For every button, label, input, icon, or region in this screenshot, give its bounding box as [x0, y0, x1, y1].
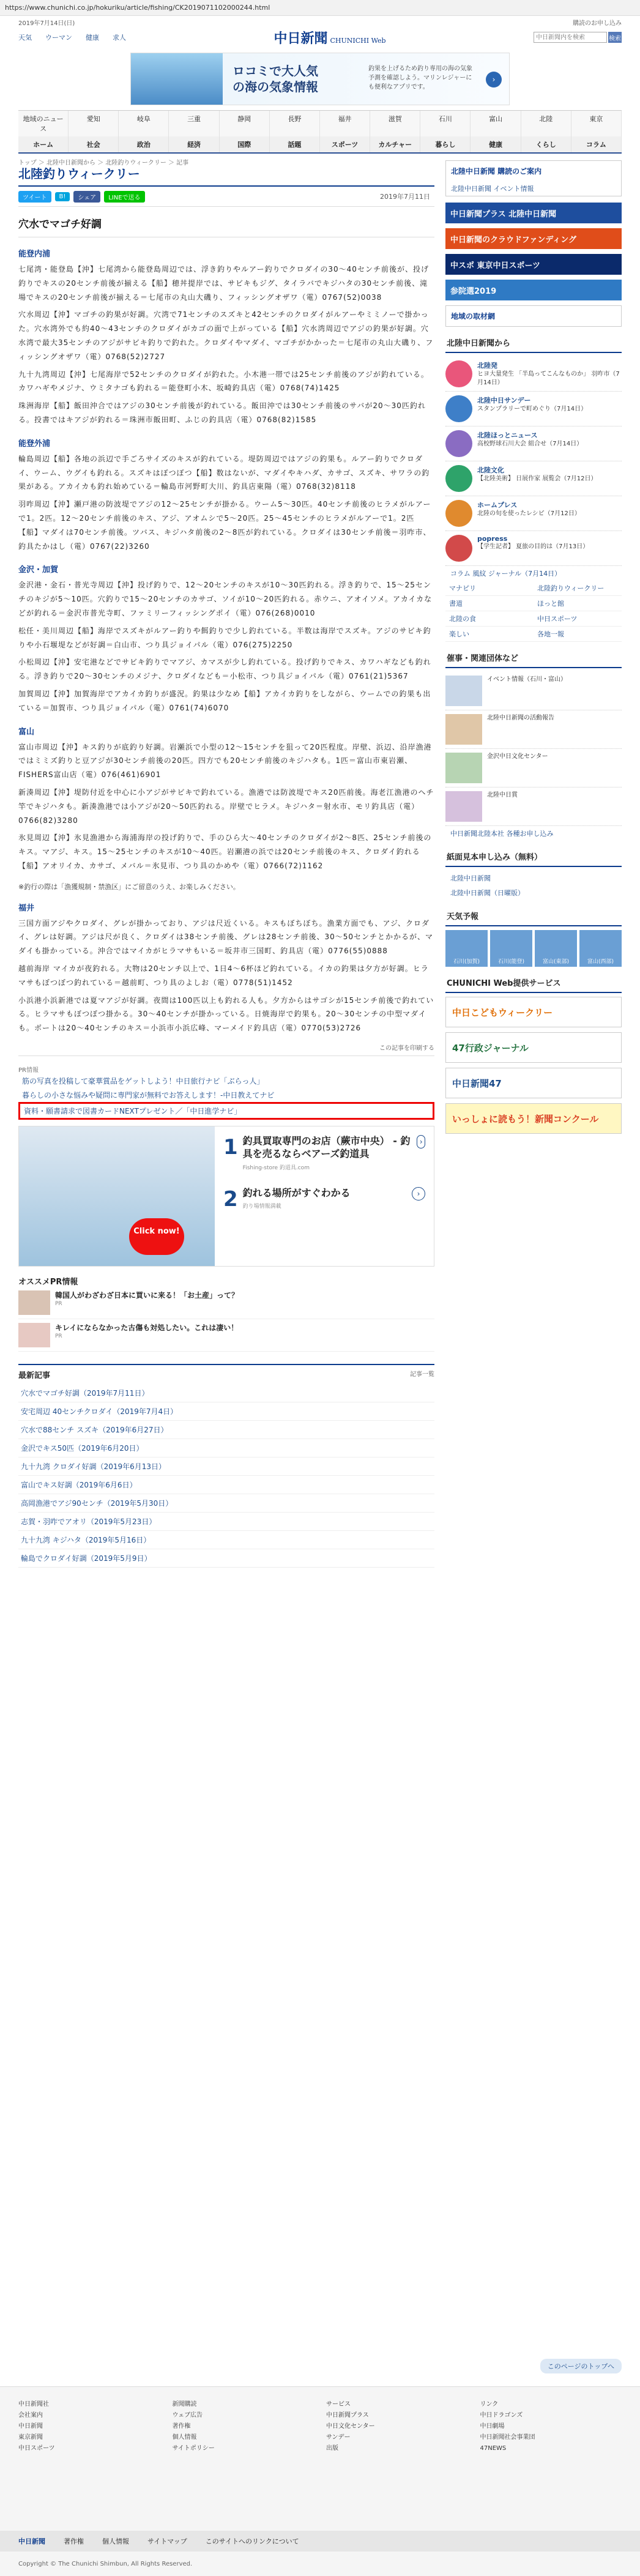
category-nav-item[interactable]: くらし	[521, 136, 571, 152]
chevron-right-icon[interactable]: ›	[486, 72, 502, 87]
event-item[interactable]: 北陸中日新聞の活動報告	[445, 710, 622, 749]
recommended-pr-title: オススメPR情報	[18, 1278, 78, 1287]
footer-link[interactable]: ウェブ広告	[172, 2412, 203, 2419]
latest-article-link[interactable]: 志賀・羽咋でアオリ（2019年5月23日）	[18, 1513, 434, 1531]
article-list-link[interactable]: 記事一覧	[410, 1371, 434, 1379]
ad-wetsuit-image	[19, 1126, 215, 1266]
article-paragraph: 九十九湾周辺【沖】七尾海岸で52センチのクロダイが釣れた。小木港一帯では25センチ前後のアジが釣れている。カワハギやメジナ、ウミタナゴも釣れる＝能登町小木、坂崎釣具店（電）0768(74)1425	[18, 370, 429, 393]
region-nav-item[interactable]: 長野	[270, 111, 320, 136]
article-paragraph: 輪島周辺【船】各地の浜辺で手ごろサイズのキスが釣れている。堤防周辺ではアジの釣果も。ルアー釣りでクロダイ、ウーム、ウグイも釣れる。スズキはぼつぼつ【船】数はないが、マダイやキハダ、カサゴ、スズキ、サワラの釣果がある。アカイカも釣れ始めている＝輪島市河野町大川、釣具店東陽（電）0768(32)8118	[18, 454, 430, 491]
ad-image	[131, 53, 223, 105]
article-date: 2019年7月11日	[380, 193, 430, 201]
sample-paper-link[interactable]: 北陸中日新聞（日曜版）	[450, 889, 524, 897]
sidebar-item[interactable]: 北陸文化 【北陸美術】 日展作家 展覧会（7月12日）	[445, 461, 622, 496]
breadcrumb[interactable]: トップ ＞ 北陸中日新聞から ＞ 北陸釣りウィークリー ＞ 記事	[18, 160, 189, 166]
section-title: 福井	[18, 903, 35, 913]
latest-articles-title: 最新記事	[18, 1371, 51, 1381]
article-paragraph: 小松周辺【沖】安宅港などでサビキ釣りでマアジ、カマスが少し釣れている。投げ釣りでキス、カワハギなども釣れる。浮き釣りで20～30センチのメジナ、クロダイなども＝小松市、つり具ジョイパル（電）0761(21)5367	[18, 658, 431, 681]
ad-click-badge[interactable]: Click now!	[129, 1218, 184, 1255]
weather-tile[interactable]: 富山(東部)	[535, 930, 577, 967]
hatena-button[interactable]: B!	[55, 192, 70, 201]
service-banner[interactable]: いっしょに読もう！新聞コンクール	[445, 1103, 622, 1134]
sidebar-grid-link[interactable]: 北陸釣りウィークリー	[534, 581, 622, 596]
category-nav-item[interactable]: カルチャー	[370, 136, 420, 152]
footer-link[interactable]: 中日スポーツ	[18, 2445, 55, 2452]
weather-tile[interactable]: 石川(能登)	[490, 930, 532, 967]
weather-tile[interactable]: 富山(西部)	[579, 930, 622, 967]
footer-link[interactable]: 会社案内	[18, 2412, 43, 2419]
pr-section	[18, 1065, 434, 1120]
ad-list	[215, 1126, 434, 1266]
application-link[interactable]: 中日新聞北陸本社 各種お申し込み	[450, 830, 554, 838]
footer-link[interactable]: 出版	[326, 2445, 338, 2452]
category-nav-item[interactable]: スポーツ	[320, 136, 370, 152]
service-banner[interactable]: 中日新聞47	[445, 1068, 622, 1098]
event-thumbnail	[445, 714, 482, 745]
footer-column	[18, 2399, 160, 2454]
footer-nav-link[interactable]: サイトマップ	[147, 2537, 187, 2545]
sidebar-grid-link[interactable]: 北陸の食	[445, 611, 534, 627]
top-ad-banner[interactable]	[130, 53, 510, 105]
article-paragraph: 穴水周辺【沖】マゴチの釣果が好調。穴湾で71センチのスズキと42センチのクロダイがルアーやミミノーで掛かった。穴水湾外でも約40～43センチのクロダイがカゴの面で上がっている【船】穴水湾周辺でアジの釣果が好調。穴水湾で最大35センチのアジがサビキ釣りで釣れた。クロダイやマダイ、マゴチがかかった＝七尾市の丸山大磯り、フィッシングオザワ（電）0768(52)2727	[18, 310, 434, 361]
event-item[interactable]: イベント情報（石川・富山）	[445, 672, 622, 710]
region-nav-item[interactable]: 滋賀	[370, 111, 420, 136]
sidebar-grid-link[interactable]: 書道	[445, 596, 534, 611]
footer-link[interactable]: 中日文化センター	[326, 2423, 375, 2430]
sidebar-item[interactable]: popress 【学生記者】 夏旅の目的は（7月13日）	[445, 531, 622, 566]
sidebar-grid-link[interactable]: 中日スポーツ	[534, 611, 622, 627]
section-title: 金沢・加賀	[18, 565, 59, 575]
line-share-button[interactable]: LINEで送る	[104, 191, 144, 203]
region-nav-item[interactable]: 東京	[571, 111, 622, 136]
service-banner[interactable]: 47行政ジャーナル	[445, 1032, 622, 1063]
site-footer	[0, 2386, 640, 2576]
footer-link[interactable]: 中日新聞社会事業団	[480, 2434, 535, 2441]
article-paragraph: 越前海岸 マイカが夜釣れる。大物は20センチ以上で、1日4～6杯ほど釣れている。イカの釣果は夕方が好調。ヒラマサもぼつぼつ釣れている＝越前町、つり具のよしお（電）0778(51)1452	[18, 964, 429, 987]
article-paragraph: 金沢港・金石・普光寺周辺【沖】投げ釣りで、12～20センチのキスが10～30匹釣れる。浮き釣りで、15～25センチのキジが5～10匹。穴釣りで15～20センチのカサゴ、ソイが10～20匹釣れる。赤ウニ、アオイソメ。アカイカなどが釣れる＝金沢市普光寺町、ファミリーフィッシングポイ（電）076(268)0010	[18, 581, 433, 617]
footer-column	[480, 2399, 622, 2454]
footer-nav-link[interactable]: 個人情報	[102, 2537, 129, 2545]
current-date: 2019年7月14日(日)	[18, 20, 75, 27]
section-title: 富山	[18, 727, 35, 737]
category-nav	[18, 136, 622, 154]
latest-article-link[interactable]: 九十九湾 クロダイ好調（2019年6月13日）	[18, 1457, 434, 1476]
subscribe-link[interactable]: 購読のお申し込み	[573, 20, 622, 27]
sidebar-grid-link[interactable]: 楽しい	[445, 627, 534, 642]
sidebar-section-title: CHUNICHI Web提供サービス	[445, 973, 622, 993]
category-nav-item[interactable]: 国際	[220, 136, 270, 152]
category-nav-item[interactable]: 社会	[69, 136, 119, 152]
article-paragraph: 氷見周辺【沖】氷見漁港から海浦海岸の投げ釣りで、手のひら大～40センチのクロダイが2～8匹、25センチ前後のキス。マアジ、キス。15～25センチのキスが10～40匹。岩瀬港の浜では20センチ前後のキス、クロダイ釣れる【船】アオリイカ、カサゴ、メバル＝氷見市、つり具のかめや（電）0766(72)1162	[18, 833, 432, 870]
footer-nav-link[interactable]: 著作権	[64, 2537, 84, 2545]
category-nav-item[interactable]: 健康	[471, 136, 521, 152]
search-form	[534, 32, 622, 43]
footer-column	[173, 2399, 314, 2454]
sidebar-grid-link[interactable]: 各地一報	[534, 627, 622, 642]
sidebar-banner[interactable]: 参院選2019	[445, 280, 622, 300]
sponsored-ad-box[interactable]	[18, 1126, 434, 1267]
category-nav-item[interactable]: コラム	[571, 136, 622, 152]
event-item[interactable]: 金沢中日文化センター	[445, 749, 622, 787]
article-section	[18, 247, 434, 427]
event-thumbnail	[445, 753, 482, 783]
main-column	[18, 160, 434, 1568]
category-nav-item[interactable]: 話題	[270, 136, 320, 152]
nav-weather[interactable]: 天気	[18, 34, 32, 42]
section-title: 能登外浦	[18, 439, 51, 449]
ad-title: ロコミで大人気 の海の気象情報	[233, 64, 318, 94]
footer-link[interactable]: 新聞購読	[172, 2401, 197, 2408]
footer-link[interactable]: リンク	[480, 2401, 499, 2408]
ad-subtitle: 釣果を上げるため釣り専用の海の気象予測を確認しよう。マリンレジャーにも便利なアプリです。	[368, 65, 472, 91]
ad-list-item[interactable]: 1 釣具買取専門のお店（蕨市中央） - 釣具を売るならベアーズ釣道具 Fishing-store 釣道具.com ›	[223, 1135, 425, 1171]
region-nav-item[interactable]: 富山	[471, 111, 521, 136]
footer-link[interactable]: 著作権	[172, 2423, 191, 2430]
weather-grid	[445, 930, 622, 967]
region-nav-item[interactable]: 静岡	[220, 111, 270, 136]
footer-link[interactable]: 中日新聞社	[18, 2401, 49, 2408]
sidebar	[445, 160, 622, 1139]
pr-link[interactable]: 筋の写真を投稿して豪華賞品をゲットしよう！中日旅行ナビ「ぶらっ人」	[22, 1077, 264, 1086]
article-note: ※釣行の際は「漁獲規制・禁漁区」にご留意のうえ、お楽しみください。	[18, 882, 240, 891]
nav-woman[interactable]: ウーマン	[45, 34, 72, 42]
article-paragraph: 三国方面アジやクロダイ、グレが掛かっており、アジは尺近くいる。キスもぼちぼち。漁業方面でも、アジ、クロダイ、グレは好調。アジは尺が良く、クロダイは38センチ前後、グレは28センチ前後、30～50センチとかかるが、マダイも掛かっている。沖合ではマイカがヒラマサもいる＝坂井市三国町、釣具店（電）0776(55)0888	[18, 918, 434, 956]
footer-link[interactable]: 中日新聞プラス	[326, 2412, 369, 2419]
top-bar	[0, 16, 640, 27]
sidebar-banner[interactable]: 中日新聞のクラウドファンディング	[445, 228, 622, 249]
latest-article-link[interactable]: 穴水でマゴチ好調（2019年7月11日）	[18, 1384, 434, 1402]
nav-jobs[interactable]: 求人	[113, 34, 126, 42]
facebook-share-button[interactable]: シェア	[73, 191, 100, 203]
sample-paper-link[interactable]: 北陸中日新聞	[450, 874, 491, 882]
footer-link[interactable]: サイトポリシー	[172, 2445, 215, 2452]
sidebar-section-title: 紙面見本申し込み（無料）	[445, 847, 622, 867]
footer-link[interactable]: 中日新聞	[18, 2423, 43, 2430]
article-section	[18, 725, 434, 873]
subscription-box	[445, 160, 622, 196]
footer-link[interactable]: サンデー	[326, 2434, 351, 2441]
article-paragraph: 七尾湾・能登島【沖】七尾湾から能登島周辺では、浮き釣りやルアー釣りでクロダイの30～40センチ前後が、投げ釣りでキスの20センチ前後が揃える【船】穂丼提岸では、サビキもジグ、タイラバでキジハタの30センチ前後、滝場でキスの20センチ前後が揃える＝七尾市の丸山大磯り、フィッシングオザワ（電）0767(52)0038	[18, 265, 429, 302]
category-nav-item[interactable]: 暮らし	[420, 136, 471, 152]
footer-link[interactable]: サービス	[326, 2401, 351, 2408]
latest-article-link[interactable]: 高岡漁港でアジ90センチ（2019年5月30日）	[18, 1494, 434, 1513]
search-input[interactable]	[534, 32, 607, 43]
latest-article-link[interactable]: 穴水で88センチ スズキ（2019年6月27日）	[18, 1421, 434, 1439]
sidebar-section-title: 催事・関連団体など	[445, 648, 622, 668]
service-banner[interactable]: 中日こどもウィークリー	[445, 997, 622, 1027]
region-nav-item[interactable]: 北陸	[521, 111, 571, 136]
site-header	[0, 27, 640, 48]
sidebar-item[interactable]: 北陸中日サンデー スタンプラリーで町めぐり（7月14日）	[445, 392, 622, 426]
article-paragraph: 加賀周辺【沖】加賀海岸でアカイカ釣りが盛況。釣果は少なめ【船】アカイカ釣りをしながら、ウームでの釣果も出ている＝加賀市、つり具ジョイパル（電）0761(74)6070	[18, 689, 431, 712]
event-item[interactable]: 北陸中日賞	[445, 787, 622, 826]
region-nav-item[interactable]: 岐阜	[119, 111, 169, 136]
sidebar-banner[interactable]: 中日新聞プラス 北陸中日新聞	[445, 203, 622, 223]
sidebar-item[interactable]: 北陸ほっとニュース 高校野球石川大会 組合せ（7月14日）	[445, 426, 622, 461]
latest-article-link[interactable]: 九十九湾 キジハタ（2019年5月16日）	[18, 1531, 434, 1549]
article-paragraph: 小浜港小浜新港では夏マアジが好調。夜間は100匹以上も釣れる人も。夕方からはサゴシが15センチ前後で釣れている。ヒラマサもぼつぼつ掛かる。30～40センチが掛かっている。日焼海岸で釣果も。20～30センチの中型マダイも。ボートは20～40センチのキス＝小浜市小浜広峰、マーメイド釣具店（電）0770(53)2726	[18, 996, 434, 1033]
print-article-link[interactable]: この記事を印刷する	[18, 1039, 434, 1056]
subscription-link[interactable]: 北陸中日新聞 購読のご案内	[446, 161, 621, 181]
pr-link-highlighted[interactable]: 資料・願書請求で図書カードNEXTプレゼント／「中日進学ナビ」	[18, 1102, 434, 1120]
sidebar-section-title: 北陸中日新聞から	[445, 333, 622, 353]
share-bar	[18, 187, 434, 207]
sidebar-banner[interactable]: 中スポ 東京中日スポーツ	[445, 254, 622, 275]
footer-link[interactable]: 中日ドラゴンズ	[480, 2412, 523, 2419]
region-nav-item[interactable]: 地域のニュース	[18, 111, 69, 136]
latest-articles	[18, 1364, 434, 1568]
event-info-link[interactable]: 北陸中日新聞 イベント情報	[451, 185, 534, 193]
region-nav-item[interactable]: 石川	[420, 111, 471, 136]
latest-article-link[interactable]: 金沢でキス50匹（2019年6月20日）	[18, 1439, 434, 1457]
site-logo[interactable]: 中日新聞 CHUNICHI Web	[273, 30, 386, 47]
sidebar-item[interactable]: ホームプレス 北陸の旬を使ったレシピ（7月12日）	[445, 496, 622, 531]
article-paragraph: 松任・美川周辺【船】海岸でスズキがルアー釣りや餌釣りで少し釣れている。半数は海岸でスズキ。アジのサビキ釣りや小石堰堤などが好調＝白山市、つり具ジョイパル（電）076(275)2250	[18, 626, 431, 649]
chevron-right-icon[interactable]: ›	[417, 1135, 425, 1148]
pr-label: PR情報	[18, 1067, 39, 1074]
header-nav	[18, 32, 126, 42]
section-title: 能登内浦	[18, 250, 51, 259]
sidebar-link-grid	[445, 581, 622, 642]
url-bar[interactable]: https://www.chunichi.co.jp/hokuriku/article/fishing/CK2019071102000244.html	[0, 0, 640, 16]
event-thumbnail	[445, 791, 482, 822]
category-nav-item[interactable]: ホーム	[18, 136, 69, 152]
weather-tile[interactable]: 石川(加賀)	[445, 930, 488, 967]
sidebar-grid-link[interactable]: マナピリ	[445, 581, 534, 596]
article-paragraph: 富山市周辺【沖】キス釣りが底釣り好調。岩瀬浜で小型の12～15センチを狙って20匹程度。岸壁、浜辺、沿岸漁港ではミミズ釣りと豆アジが30センチ前後の20匹。四方でも20センチ前後のキジハタも。1匹＝富山市東岩瀬、FISHERS富山店（電）076(461)6901	[18, 742, 432, 780]
column-link[interactable]: コラム 風紋 ジャーナル（7月14日）	[450, 570, 562, 578]
sidebar-item[interactable]: 北陸発 ヒヨ大量発生 「半島ってこんなものか」 羽咋市（7月14日）	[445, 357, 622, 392]
latest-article-link[interactable]: 安宅周辺 40センチクロダイ（2019年7月4日）	[18, 1402, 434, 1421]
category-nav-item[interactable]: 政治	[119, 136, 169, 152]
region-nav-item[interactable]: 三重	[169, 111, 219, 136]
sidebar-grid-link[interactable]: ほっと館	[534, 596, 622, 611]
footer-link[interactable]: 47NEWS	[480, 2445, 507, 2452]
pr-list	[18, 1074, 434, 1120]
category-nav-item[interactable]: 経済	[169, 136, 219, 152]
tweet-button[interactable]: ツイート	[18, 191, 51, 203]
page-title: 北陸釣りウィークリー	[18, 160, 434, 187]
sidebar-section-title: 天気予報	[445, 906, 622, 926]
article-paragraph: 新湊周辺【沖】堤防付近を中心に小アジがサビキで釣れている。漁港では防波堤でキス20匹前後。海老江漁港のヘチ竿でキジハタも。新湊漁港では小アジが20～50匹釣れる。岸壁でヒラメ。キジハタ＝射水市、モリ釣具店（電）0766(82)3280	[18, 787, 434, 825]
pr-link[interactable]: 暮らしの小さな悩みや疑問に専門家が無料でお答えします！-中日教えてナビ	[22, 1091, 275, 1100]
footer-column	[326, 2399, 468, 2454]
footer-link[interactable]: 個人情報	[172, 2434, 197, 2441]
region-nav-item[interactable]: 愛知	[69, 111, 119, 136]
search-button[interactable]: 検索	[608, 32, 622, 43]
copyright: Copyright © The Chunichi Shimbun, All Rights Reserved.	[18, 2561, 193, 2567]
article-section	[18, 563, 434, 715]
latest-article-link[interactable]: 富山でキス好調（2019年6月6日）	[18, 1476, 434, 1494]
recommended-pr-item[interactable]: 韓国人がわざわざ日本に買いに来る！「お土産」って？ PR	[18, 1287, 434, 1319]
article-paragraph: 羽咋周辺【沖】瀬戸港の防波堤でアジの12～25センチが掛かる。ウーム5～30匹。40センチ前後のヒラメがルアーで1。2匹。12～20センチ前後のキス、アジ、アオムシで5～20匹。25～45センチのヒラメがルアーで1。2匹【船】マダイは70センチ前後。ツバス、キジハタ前後の2～8匹が釣れている。クロダイは30センチ前後＝羽咋市、釣具たかはし（電）0767(22)3260	[18, 500, 431, 551]
pr-thumbnail	[18, 1323, 50, 1347]
article-paragraph: 珠洲海岸【船】飯田沖合ではアジの30センチ前後が釣れている。飯田沖では30センチ前後のサバが20～30匹釣れる。投書ではキアジが釣れる＝珠洲市飯田町、ふじの釣具店（電）0768(82)1585	[18, 401, 426, 424]
back-to-top-button[interactable]: このページのトップへ	[540, 2359, 622, 2373]
footer-logo[interactable]: 中日新聞	[18, 2537, 45, 2545]
article-section	[18, 901, 434, 1035]
article-headline: 穴水でマゴチ好調	[18, 207, 434, 237]
event-thumbnail	[445, 676, 482, 706]
footer-nav-link[interactable]: このサイトへのリンクについて	[205, 2537, 299, 2545]
region-nav-item[interactable]: 福井	[320, 111, 370, 136]
ad-list-item[interactable]: 2 釣れる場所がすぐわかる 釣り場情報満載 ›	[223, 1187, 425, 1212]
nav-health[interactable]: 健康	[86, 34, 99, 42]
footer-nav	[0, 2531, 640, 2552]
recommended-pr-item[interactable]: キレイにならなかった古傷も対処したい。これは凄い！ PR	[18, 1319, 434, 1352]
footer-link[interactable]: 中日劇場	[480, 2423, 505, 2430]
latest-article-link[interactable]: 輪島でクロダイ好調（2019年5月9日）	[18, 1549, 434, 1568]
region-nav	[18, 110, 622, 136]
bureau-link-box[interactable]: 地域の取材網	[445, 305, 622, 327]
chevron-right-icon[interactable]: ›	[412, 1187, 425, 1201]
footer-link[interactable]: 東京新聞	[18, 2434, 43, 2441]
pr-thumbnail	[18, 1290, 50, 1315]
article-section	[18, 437, 434, 554]
